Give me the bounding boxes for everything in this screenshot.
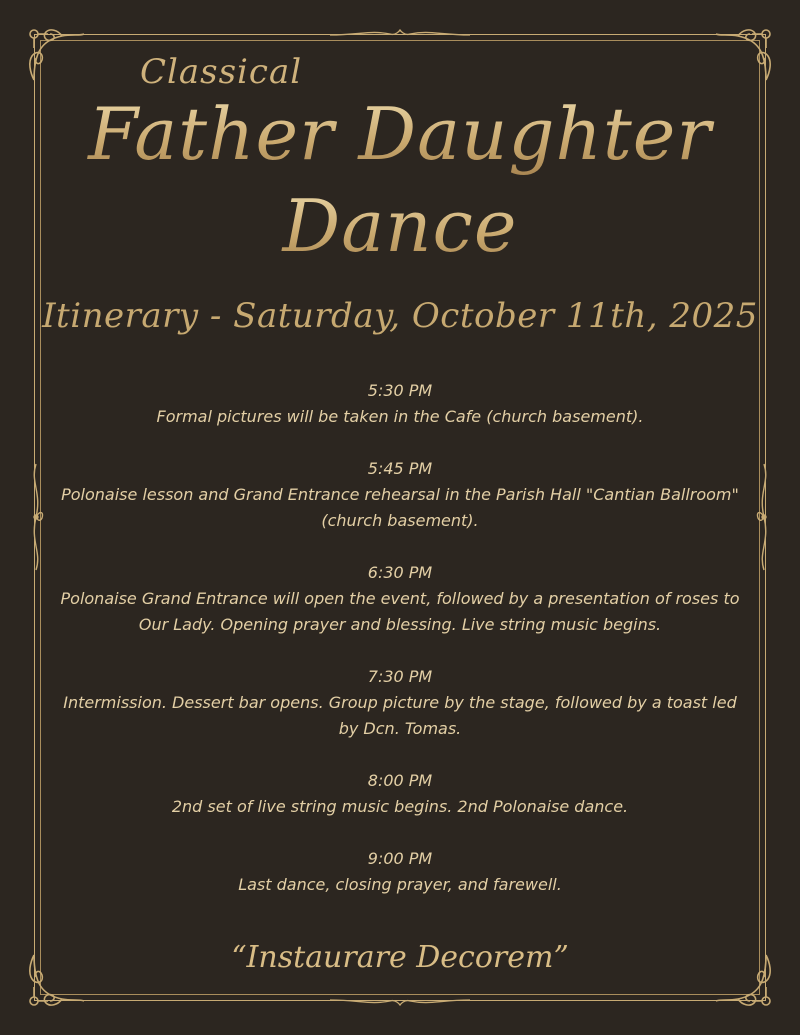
schedule-time: 8:00 PM [367, 771, 433, 790]
schedule-description: Polonaise Grand Entrance will open the event, followed by a presentation of roses to Our Lady. Opening prayer and blessing. Live string music begins. [60, 589, 740, 634]
schedule-time: 9:00 PM [367, 849, 433, 868]
schedule-time: 5:30 PM [367, 381, 433, 400]
top-flourish-icon [330, 28, 470, 42]
corner-flourish-icon [22, 22, 92, 92]
schedule-time: 5:45 PM [367, 459, 433, 478]
corner-flourish-icon [708, 22, 778, 92]
schedule-item [58, 378, 742, 430]
page-title-line1: Father Daughter [0, 92, 800, 176]
bottom-flourish-icon [330, 993, 470, 1007]
schedule-item [58, 560, 742, 638]
schedule-item [58, 846, 742, 898]
schedule-list [58, 378, 742, 924]
schedule-time: 6:30 PM [367, 563, 433, 582]
schedule-item [58, 456, 742, 534]
motto: “Instaurare Decorem” [231, 940, 569, 975]
side-flourish-icon [754, 462, 774, 572]
schedule-item [58, 664, 742, 742]
schedule-description: Intermission. Dessert bar opens. Group picture by the stage, followed by a toast led by Dcn. Tomas. [63, 693, 737, 738]
side-flourish-icon [26, 462, 46, 572]
page-title-line2: Dance [0, 184, 800, 268]
schedule-description: Last dance, closing prayer, and farewell. [238, 875, 562, 894]
subtitle-classical: Classical [140, 52, 303, 92]
itinerary-date: Itinerary - Saturday, October 11th, 2025 [42, 296, 758, 336]
schedule-description: Polonaise lesson and Grand Entrance rehearsal in the Parish Hall "Cantian Ballroom" (church basement). [61, 485, 739, 530]
schedule-description: Formal pictures will be taken in the Cafe (church basement). [156, 407, 644, 426]
schedule-description: 2nd set of live string music begins. 2nd Polonaise dance. [171, 797, 629, 816]
schedule-item [58, 768, 742, 820]
schedule-time: 7:30 PM [367, 667, 433, 686]
